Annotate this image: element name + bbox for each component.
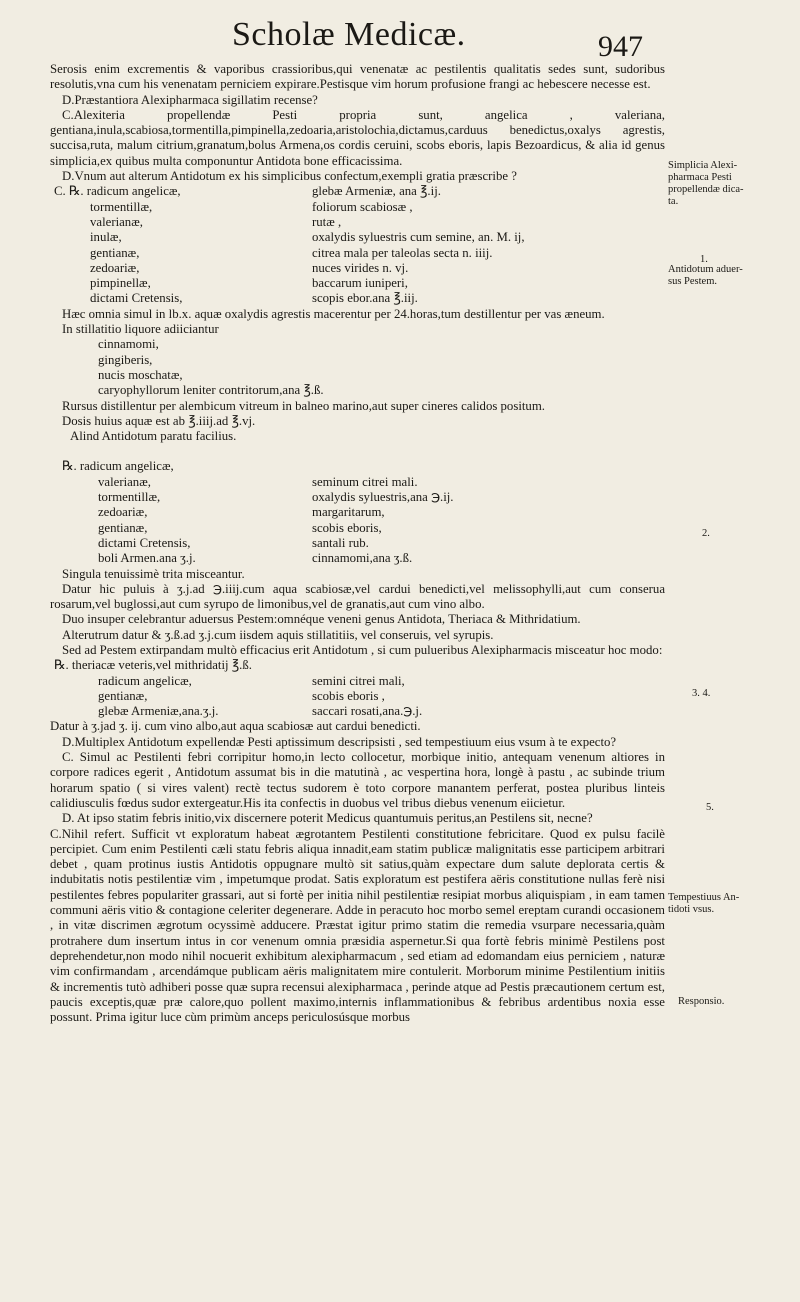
paragraph-duo: Duo insuper celebrantur aduersus Pestem:omnéque veneni genus Antidota, Theriaca & Mithridatium. (62, 612, 581, 627)
recipe-ingredient: baccarum iuniperi, (312, 276, 408, 291)
recipe-3 (50, 658, 665, 719)
margin-note-line: pharmaca Pesti (668, 172, 732, 183)
margin-number-2: 2. (702, 528, 710, 539)
recipe-row (50, 276, 665, 291)
recipe-ingredient: nuces virides n. vj. (312, 260, 409, 275)
recipe-2 (50, 459, 665, 566)
answer-3: C. Simul ac Pestilenti febri corripitur homo,in lecto collocetur, morbique initio, antequam venenum altiores in corpore radices egerit , Antidotum assumat bis in die matutinà , ac vespertina hora, longè à pastu , ac subinde trium horarum spatio ( si vires valent) rectè tectus sudorem è toto corpore manantem perferat, postea pluribus linteis calidiusculis fœdus sudor extergeatur.His ita confectis in duobus vel tribus diebus venenum eiicietur. (50, 750, 665, 810)
recipe-ingredient: scopis ebor.ana ℥.iij. (312, 291, 418, 306)
paragraph-dosis: Dosis huius aquæ est ab ℥.iiij.ad ℥.vj. (62, 413, 256, 428)
section-heading-aliud: Alind Antidotum paratu facilius. (70, 429, 237, 444)
recipe-ingredient: gentianæ, (90, 245, 140, 260)
margin-note-line: tidoti vsus. (668, 904, 715, 915)
recipe-ingredient: zedoariæ, (90, 260, 140, 275)
list-item: cinnamomi, (98, 337, 159, 352)
margin-note-responsio: Responsio. (678, 996, 725, 1007)
recipe-ingredient: oxalydis syluestris,ana ℈.ij. (312, 490, 454, 505)
recipe-ingredient: boli Armen.ana ʒ.j. (98, 551, 196, 566)
recipe-ingredient (312, 658, 665, 673)
recipe-ingredient: glebæ Armeniæ, ana ℥.ij. (312, 184, 441, 199)
recipe-ingredient: tormentillæ, (90, 199, 153, 214)
margin-note-line: Antidotum aduer- (668, 264, 743, 275)
paragraph-in-stillatitio: In stillatitio liquore adiiciantur (62, 322, 219, 337)
recipe-ingredient: rutæ , (312, 214, 342, 229)
distillation-list (50, 337, 665, 398)
recipe-ingredient: gentianæ, (98, 520, 148, 535)
recipe-row (50, 291, 665, 306)
recipe-ingredient: citrea mala per taleolas secta n. iiij. (312, 245, 493, 260)
recipe-row (50, 184, 665, 199)
recipe-ingredient: valerianæ, (98, 474, 151, 489)
margin-number-3-4: 3. 4. (692, 688, 711, 699)
recipe-row (50, 200, 665, 215)
recipe-ingredient: oxalydis syluestris cum semine, an. M. ij, (312, 230, 525, 245)
recipe-ingredient: inulæ, (90, 230, 122, 245)
recipe-ingredient: dictami Cretensis, (98, 535, 191, 550)
paragraph-intro: Serosis enim excrementis & vaporibus crassioribus,qui venenatæ ac pestilentis qualitatis sedes sunt, sudoribus resolutis,vna cum his venenatam perniciem expirare.Pestisque vim horum profusione frangi ac hebescere necesse est. (50, 62, 665, 92)
margin-number-5: 5. (706, 802, 714, 813)
recipe-ingredient: zedoariæ, (98, 505, 148, 520)
paragraph-alterutrum: Alterutrum datur & ʒ.ß.ad ʒ.j.cum iisdem aquis stillatitiis, vel conseruis, vel syrupis. (62, 627, 494, 642)
margin-note-line: ta. (668, 196, 679, 207)
paragraph-rursus: Rursus distillentur per alembicum vitreum in balneo marino,aut super cineres calidos positum. (62, 398, 545, 413)
margin-note-line: Tempestiuus An- (668, 892, 740, 903)
page-number: 947 (598, 30, 643, 63)
paragraph-haec: Hæc omnia simul in lb.x. aquæ oxalydis agrestis macerentur per 24.horas,tum destillentur per vas æneum. (62, 306, 605, 321)
margin-note-line: sus Pestem. (668, 276, 718, 287)
paragraph-sed: Sed ad Pestem extirpandam multò efficacius erit Antidotum , si cum pulueribus Alexipharmacis misceatur hoc modo: (62, 642, 663, 657)
margin-note-antidotum (668, 264, 796, 288)
list-item: caryophyllorum leniter contritorum,ana ℥.ß. (98, 383, 324, 398)
recipe-ingredient: ℞. theriacæ veteris,vel mithridatij ℥.ß. (54, 658, 252, 673)
recipe-ingredient: gentianæ, (98, 688, 148, 703)
recipe-ingredient: scobis eboris , (312, 688, 385, 703)
recipe-1 (50, 184, 665, 306)
recipe-ingredient: tormentillæ, (98, 490, 161, 505)
recipe-ingredient: margaritarum, (312, 505, 385, 520)
recipe-ingredient: glebæ Armeniæ,ana.ʒ.j. (98, 704, 219, 719)
margin-note-line: propellendæ dica- (668, 184, 744, 195)
recipe-row (50, 261, 665, 276)
question-1: D.Præstantiora Alexipharmaca sigillatim recense? (62, 92, 318, 107)
recipe-ingredient: santali rub. (312, 535, 369, 550)
recipe-ingredient: foliorum scabiosæ , (312, 199, 413, 214)
recipe-ingredient: radicum angelicæ, (98, 673, 192, 688)
margin-note-line: Simplicia Alexi- (668, 160, 738, 171)
question-2: D.Vnum aut alterum Antidotum ex his simplicibus confectum,exempli gratia præscribe ? (62, 169, 517, 184)
recipe-ingredient: ℞. radicum angelicæ, (62, 459, 174, 474)
recipe-row (50, 230, 665, 245)
recipe-ingredient: dictami Cretensis, (90, 291, 183, 306)
recipe-ingredient: valerianæ, (90, 214, 143, 229)
list-item: gingiberis, (98, 352, 153, 367)
recipe-ingredient: semini citrei mali, (312, 673, 405, 688)
question-3: D.Multiplex Antidotum expellendæ Pesti aptissimum descripsisti , sed tempestiuum eius vsum à te expecto? (62, 734, 617, 749)
question-4: D. At ipso statim febris initio,vix discernere poterit Medicus quantumuis peritus,an Pestilens sit, necne? (62, 811, 593, 826)
recipe-ingredient: scobis eboris, (312, 520, 382, 535)
margin-note-simplicia (668, 160, 796, 208)
paragraph-datur-2: Datur à ʒ.jad ʒ. ij. cum vino albo,aut aqua scabiosæ aut cardui benedicti. (50, 719, 421, 734)
recipe-ingredient: C. ℞. radicum angelicæ, (54, 184, 181, 199)
paragraph-datur-1: Datur hic puluis à ʒ.j.ad ℈.iiij.cum aqua scabiosæ,vel cardui benedicti,vel melissophylli,aut cum conserua rosarum,vel buglossi,aut cum syrupo de limonibus,vel de granatis,aut cum vino albo. (50, 581, 665, 612)
main-text (50, 62, 665, 1025)
recipe-row (50, 215, 665, 230)
margin-note-tempestiuus (668, 892, 796, 916)
answer-4: C.Nihil refert. Sufficit vt exploratum habeat ægrotantem Pestilenti constitutione febricitare. Quod ex pulsu facilè percipiet. Cum enim Pestilenti cæli statu febris aliqua innadit,eam statim publicæ malignitatis esse participem arbitrari debet , quam protinus iustis Antidotis oppugnare multò sit satius,quàm expectare dum salute deplorata certis & indubitatis notis pestilentiæ vim , impetumque prodat. Satis exploratum est pestifera aëris constitutione nullas ferè nisi pestilentes febres populariter grassari, aut si fortè per initia nihil pestilentiæ resipiat morbus aliquispiam , in eam tamen communi aëris vitio & contagione celeriter degenerare. Adde in peracuto hoc morbo semel ereptam curandi occasionem , in vitæ discrimen ægrotum ocyssimè adducere. Præstat igitur primo statim die remedia vsurpare necessaria,quàm protrahere dum insertum intus in cor venenum omnia præsidia aspernetur.Si qua fortè febris minimè Pestilens post deprehendetur,non modo nihil nocuerit exhibitum alexipharmacum , sed etiam ad edomandam eius perniciem , naturæ vim confirmandam , arcendámque publicam aëris malignitatem mire contulerit. Morborum minime Pestilentium initiis & incrementis tutò adhiberi posse quæ supra recensui alexipharmaca , perinde atque ad Pestis præcautionem certum est, paucis exceptis,quæ præ calore,quo pollent maximo,internis inflammationibus & febribus ardentibus noxia esse possunt. Prima igitur luce cùm primùm anceps periculosúsque morbus (50, 826, 665, 1025)
running-header (0, 14, 800, 62)
recipe-ingredient: saccari rosati,ana.℈.j. (312, 704, 423, 719)
margin-number-1: 1. (700, 254, 708, 265)
running-title: Scholæ Medicæ. (232, 16, 466, 53)
recipe-ingredient: seminum citrei mali. (312, 474, 418, 489)
recipe-row (50, 246, 665, 261)
recipe-ingredient: cinnamomi,ana ʒ.ß. (312, 551, 413, 566)
paragraph-singula: Singula tenuissimè trita misceantur. (62, 566, 245, 581)
answer-1: C.Alexiteria propellendæ Pesti propria sunt, angelica , valeriana, gentiana,inula,scabiosa,tormentilla,pimpinella,zedoaria,aristolochia,dictamus,carduus benedictus,oxalys agrestis, succisa,ruta, malum citrium,granatum,bolus Armena,os cordis ceruini, scobs eboris, lapis Bezoardicus, & alia id genus simplicia,ex quibus multa componuntur Antidota bone efficacissima. (50, 107, 665, 168)
list-item: nucis moschatæ, (98, 367, 183, 382)
recipe-ingredient: pimpinellæ, (90, 276, 151, 291)
recipe-ingredient (312, 459, 665, 474)
